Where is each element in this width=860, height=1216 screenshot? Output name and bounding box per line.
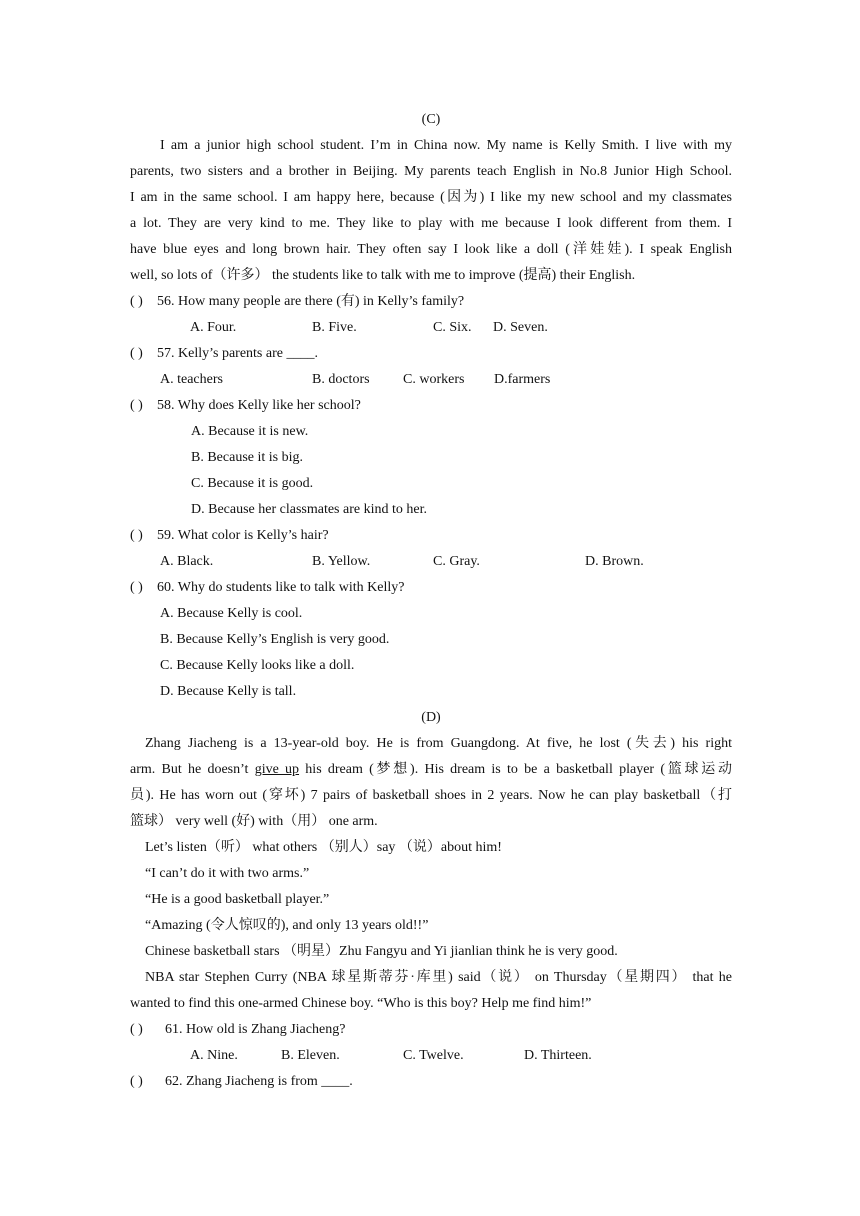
question-text: 59. What color is Kelly’s hair? <box>157 528 329 543</box>
question-59-options <box>130 549 732 575</box>
option-a: A. Four. <box>190 320 237 335</box>
option-c: C. Twelve. <box>403 1048 464 1063</box>
answer-bracket[interactable]: ( ) <box>130 580 143 595</box>
passage-line: I am in the same school. I am happy here, because (因为) I like my new school and my classmates <box>130 190 732 205</box>
option-c: C. Because Kelly looks like a doll. <box>160 658 355 673</box>
option-d: D. Brown. <box>585 554 644 569</box>
quote-line: “Amazing (令人惊叹的), and only 13 years old!!” <box>145 918 429 933</box>
passage-line: Chinese basketball stars （明星）Zhu Fangyu and Yi jianlian think he is very good. <box>145 944 618 959</box>
question-text: 58. Why does Kelly like her school? <box>157 398 361 413</box>
underlined-phrase: give up <box>254 762 300 777</box>
passage-line: a lot. They are very kind to me. They like to play with me because I look different from them. I <box>130 216 732 231</box>
passage-line: Zhang Jiacheng is a 13-year-old boy. He is from Guangdong. At five, he lost (失去) his right <box>145 736 732 751</box>
option-c: C. workers <box>403 372 465 387</box>
passage-line: parents, two sisters and a brother in Beijing. My parents teach English in No.8 Junior High School. <box>130 164 732 179</box>
section-d-passage <box>130 731 732 1017</box>
option-b: B. Eleven. <box>281 1048 340 1063</box>
question-text: 60. Why do students like to talk with Kelly? <box>157 580 405 595</box>
passage-line: NBA star Stephen Curry (NBA 球星斯蒂芬·库里) said（说） on Thursday（星期四） that he <box>145 970 732 985</box>
question-text: 62. Zhang Jiacheng is from ____. <box>165 1074 353 1089</box>
option-b: B. Because it is big. <box>191 450 303 465</box>
section-c-heading: (C) <box>421 112 441 127</box>
question-61 <box>130 1017 732 1043</box>
option-a: A. Black. <box>160 554 214 569</box>
quote-line: “I can’t do it with two arms.” <box>145 866 310 881</box>
answer-bracket[interactable]: ( ) <box>130 398 143 413</box>
passage-line: Let’s listen（听） what others （别人）say （说）about him! <box>145 840 502 855</box>
section-d-heading: (D) <box>421 710 441 725</box>
exam-page <box>130 107 732 1095</box>
question-56-options <box>130 315 732 341</box>
option-d: D.farmers <box>494 372 551 387</box>
option-b: B. doctors <box>312 372 370 387</box>
question-61-options <box>130 1043 732 1069</box>
passage-line: 员). He has worn out (穿坏) 7 pairs of basketball shoes in 2 years. Now he can play basketball（打 <box>130 788 732 803</box>
passage-line: arm. But he doesn’t give up his dream (梦想). His dream is to be a basketball player (篮球运动 <box>130 762 732 777</box>
option-a: A. Nine. <box>190 1048 238 1063</box>
answer-bracket[interactable]: ( ) <box>130 528 143 543</box>
answer-bracket[interactable]: ( ) <box>130 1074 143 1089</box>
question-62 <box>130 1069 732 1095</box>
option-b: B. Because Kelly’s English is very good. <box>160 632 390 647</box>
option-b: B. Five. <box>312 320 357 335</box>
question-text: 56. How many people are there (有) in Kelly’s family? <box>157 294 465 309</box>
question-text: 61. How old is Zhang Jiacheng? <box>165 1022 346 1037</box>
question-56 <box>130 289 732 315</box>
option-a: A. Because Kelly is cool. <box>160 606 303 621</box>
option-b: B. Yellow. <box>312 554 371 569</box>
quote-line: “He is a good basketball player.” <box>145 892 330 907</box>
option-c: C. Six. <box>433 320 472 335</box>
question-60 <box>130 575 732 601</box>
option-d: D. Because Kelly is tall. <box>160 684 297 699</box>
option-d: D. Thirteen. <box>524 1048 592 1063</box>
answer-bracket[interactable]: ( ) <box>130 294 143 309</box>
question-59 <box>130 523 732 549</box>
answer-bracket[interactable]: ( ) <box>130 1022 143 1037</box>
option-d: D. Seven. <box>493 320 548 335</box>
passage-line: 篮球） very well (好) with（用） one arm. <box>130 814 378 829</box>
question-58 <box>130 393 732 419</box>
question-text: 57. Kelly’s parents are ____. <box>157 346 318 361</box>
passage-line: well, so lots of（许多） the students like to talk with me to improve (提高) their English. <box>130 268 636 283</box>
passage-line: wanted to find this one-armed Chinese boy. “Who is this boy? Help me find him!” <box>130 996 592 1011</box>
option-a: A. teachers <box>160 372 223 387</box>
option-d: D. Because her classmates are kind to her. <box>191 502 427 517</box>
passage-line: have blue eyes and long brown hair. They often say I look like a doll (洋娃娃). I speak English <box>130 242 732 257</box>
question-57 <box>130 341 732 367</box>
passage-line: I am a junior high school student. I’m in China now. My name is Kelly Smith. I live with my <box>160 138 732 153</box>
option-c: C. Because it is good. <box>191 476 314 491</box>
option-c: C. Gray. <box>433 554 480 569</box>
question-57-options <box>130 367 732 393</box>
option-a: A. Because it is new. <box>191 424 309 439</box>
answer-bracket[interactable]: ( ) <box>130 346 143 361</box>
section-c-passage <box>130 133 732 289</box>
